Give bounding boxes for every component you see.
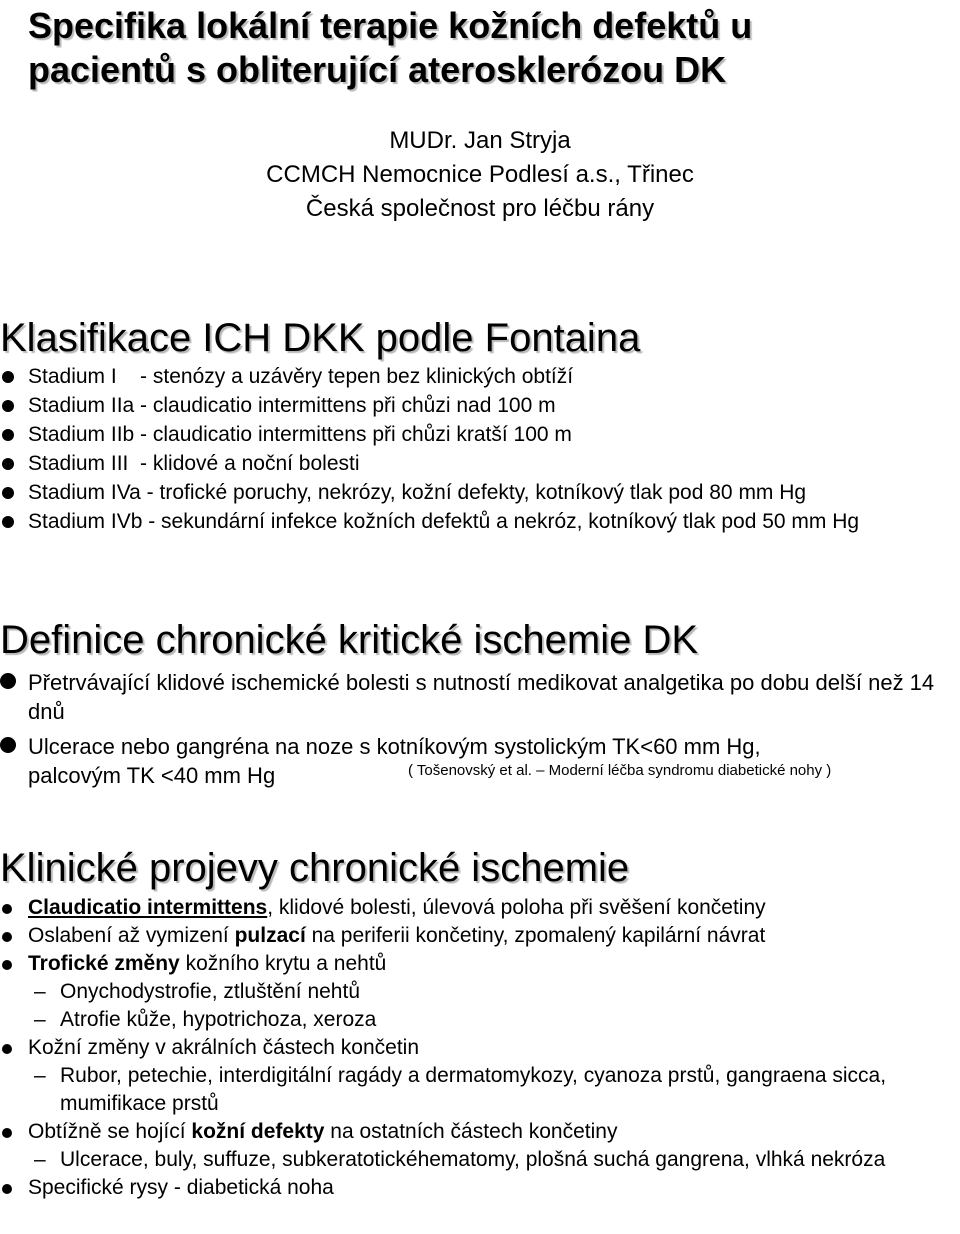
fontaine-heading: Klasifikace ICH DKK podle Fontaina	[0, 316, 641, 360]
author-block	[0, 124, 960, 226]
item-text: kožního krytu a nehtů	[179, 952, 387, 975]
author-society: Česká společnost pro léčbu rány	[305, 195, 655, 222]
bold-term: Trofické změny	[28, 952, 180, 975]
list-item-line: Ulcerace nebo gangréna na noze s kotníkovým systolickým TK<60 mm Hg,	[28, 734, 761, 759]
list-item: Stadium III - klidové a noční bolesti	[0, 449, 960, 478]
item-text: , klidové bolesti, úlevová poloha při svěšení končetiny	[267, 896, 766, 919]
title-line-1: Specifika lokální terapie kožních defektů u	[28, 5, 753, 46]
list-item: Kožní změny v akrálních částech končetin	[0, 1034, 960, 1062]
list-item	[0, 894, 960, 922]
list-item: Přetrvávající klidové ischemické bolesti s nutností medikovat analgetika po dobu delší než 14 dnů	[0, 668, 938, 726]
list-item	[0, 1118, 960, 1146]
item-text: na periferii končetiny, zpomalený kapilární návrat	[305, 924, 766, 947]
citation: ( Tošenovský et al. – Moderní léčba syndromu diabetické nohy )	[408, 762, 832, 779]
list-item-line: palcovým TK <40 mm Hg	[28, 763, 276, 788]
title-line-2: pacientů s obliterující aterosklerózou DK	[28, 49, 727, 90]
list-item: Stadium I - stenózy a uzávěry tepen bez klinických obtíží	[0, 362, 960, 391]
list-item: Stadium IVa - trofické poruchy, nekrózy, kožní defekty, kotníkový tlak pod 80 mm Hg	[0, 478, 960, 507]
document-title	[28, 4, 948, 92]
list-item	[0, 922, 960, 950]
bold-term: kožní defekty	[191, 1120, 325, 1143]
list-item: Stadium IIa - claudicatio intermittens při chůzi nad 100 m	[0, 391, 960, 420]
sub-list-item: – Onychodystrofie, ztluštění nehtů	[0, 978, 960, 1006]
symptoms-list	[0, 894, 960, 1202]
author-name: MUDr. Jan Stryja	[389, 127, 571, 154]
list-item: Stadium IIb - claudicatio intermittens při chůzi kratší 100 m	[0, 420, 960, 449]
list-item: Specifické rysy - diabetická noha	[0, 1174, 960, 1202]
list-item	[0, 950, 960, 978]
item-text: Oslabení až vymizení	[28, 924, 235, 947]
item-text: na ostatních částech končetiny	[324, 1120, 618, 1143]
author-institution: CCMCH Nemocnice Podlesí a.s., Třinec	[266, 161, 694, 188]
sub-list-item: – Rubor, petechie, interdigitální ragády a dermatomykozy, cyanoza prstů, gangraena sicca, mumifikace prstů	[0, 1062, 940, 1118]
bold-term: Claudicatio intermittens	[28, 896, 268, 919]
sub-list-item: – Atrofie kůže, hypotrichoza, xeroza	[0, 1006, 960, 1034]
sub-list-item: – Ulcerace, buly, suffuze, subkeratotickéhematomy, plošná suchá gangrena, vlhká nekróza	[0, 1146, 940, 1174]
bold-term: pulzací	[234, 924, 306, 947]
fontaine-list	[0, 362, 960, 536]
list-item	[0, 732, 960, 790]
list-item: Stadium IVb - sekundární infekce kožních defektů a nekróz, kotníkový tlak pod 50 mm Hg	[0, 507, 948, 536]
symptoms-heading: Klinické projevy chronické ischemie	[0, 846, 630, 890]
definition-heading: Definice chronické kritické ischemie DK	[0, 618, 699, 662]
item-text: Obtížně se hojící	[28, 1120, 192, 1143]
